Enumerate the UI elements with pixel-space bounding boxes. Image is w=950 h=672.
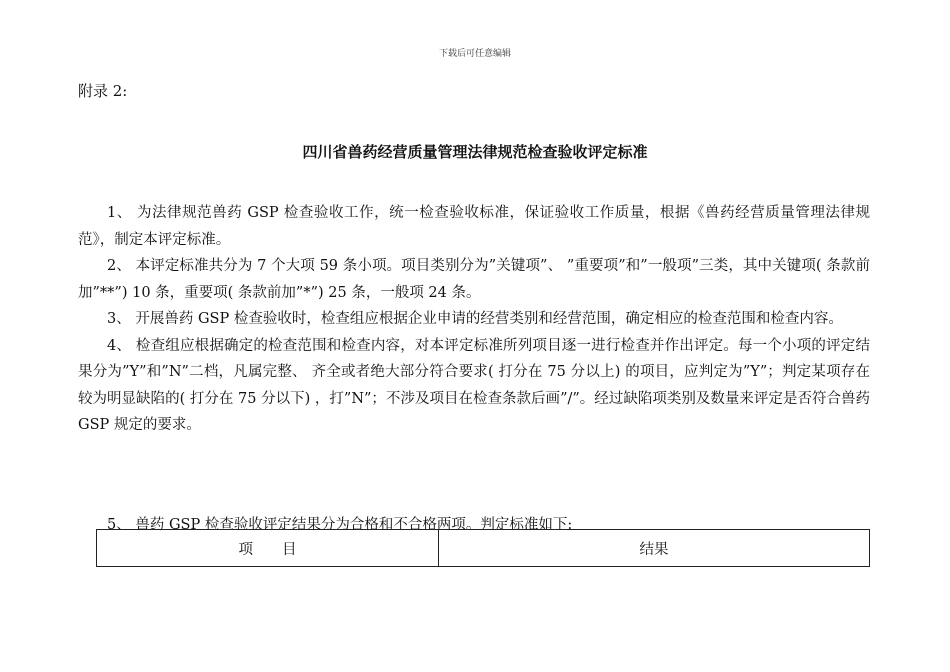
- body-text: [78, 200, 870, 439]
- paragraph-1: 1、 为法律规范兽药 GSP 检查验收工作，统一检查验收标准，保证验收工作质量，根据《兽药经营质量管理法律规范》，制定本评定标准。: [78, 205, 870, 248]
- paragraph-3: 3、 开展兽药 GSP 检查验收时，检查组应根据企业申请的经营类别和经营范围，确定相应的检查范围和检查内容。: [107, 311, 843, 327]
- appendix-label: 附录 2:: [78, 82, 128, 100]
- table-header-row: [97, 530, 870, 567]
- paragraph-4: 4、 检查组应根据确定的检查范围和检查内容，对本评定标准所列项目逐一进行检查并作出评定。每一个小项的评定结果分为”Y”和”N”二档，凡属完整、 齐全或者绝大部分符合要求( 打分在 75 分以上) 的项目，应判定为”Y”；判定某项存在较为明显缺陷的( 打分在 75 分以下) ，打”N”；不涉及项目在检查条款后画”/”。经过缺陷项类别及数量来评定是否符合兽药 GSP 规定的要求。: [78, 337, 870, 433]
- document-title: 四川省兽药经营质量管理法律规范检查验收评定标准: [302, 143, 648, 161]
- result-table: [96, 529, 870, 567]
- header-note: 下载后可任意编辑: [438, 49, 511, 59]
- table-header-result: 结果: [439, 530, 870, 567]
- paragraph-5: 5、 兽药 GSP 检查验收评定结果分为合格和不合格两项。判定标准如下:: [107, 516, 573, 533]
- table-header-item: 项 目: [97, 530, 439, 567]
- paragraph-2: 2、 本评定标准共分为 7 个大项 59 条小项。项目类别分为”关键项”、 ”重要项”和”一般项”三类，其中关键项( 条款前加”**”) 10 条，重要项( 条款前加”*”) 25 条，一般项 24 条。: [78, 258, 870, 301]
